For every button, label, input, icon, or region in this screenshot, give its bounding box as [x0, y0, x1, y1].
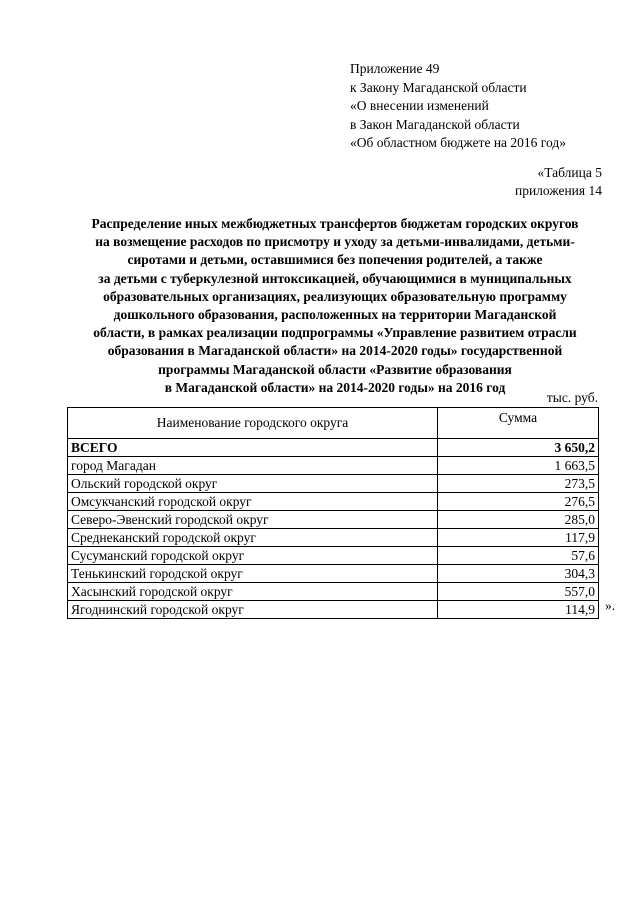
district-sum: 276,5 — [438, 493, 599, 511]
title-line: на возмещение расходов по присмотру и уходу за детьми-инвалидами, детьми- — [95, 234, 575, 250]
title-line: сиротами и детьми, оставшимися без попечения родителей, а также — [127, 252, 543, 268]
title-line: дошкольного образования, расположенных на территории Магаданской — [113, 307, 557, 323]
table-row — [68, 457, 599, 475]
district-sum: 285,0 — [438, 511, 599, 529]
table-row — [68, 583, 599, 601]
district-sum: 57,6 — [438, 547, 599, 565]
table-row — [68, 475, 599, 493]
district-sum: 114,9 — [438, 601, 599, 619]
district-sum: 1 663,5 — [438, 457, 599, 475]
district-name: Омсукчанский городской округ — [68, 493, 438, 511]
district-name: Сусуманский городской округ — [68, 547, 438, 565]
district-name: Хасынский городской округ — [68, 583, 438, 601]
appendix-line: «О внесении изменений — [350, 98, 489, 113]
header-name: Наименование городского округа — [68, 408, 438, 439]
appendix-line: Приложение 49 — [350, 61, 440, 76]
table-reference-line: приложения 14 — [514, 183, 602, 198]
appendix-header — [350, 60, 566, 153]
district-name: Северо-Эвенский городской округ — [68, 511, 438, 529]
title-line: образования в Магаданской области» на 2014-2020 годы» государственной — [107, 343, 563, 359]
appendix-line: «Об областном бюджете на 2016 год» — [350, 135, 566, 150]
header-sum: Сумма — [438, 408, 599, 439]
title-line: Распределение иных межбюджетных трансфертов бюджетам городских округов — [91, 216, 579, 231]
appendix-line: в Закон Магаданской области — [350, 116, 520, 132]
title-line: в Магаданской области» на 2014-2020 годы» на 2016 год — [164, 379, 506, 395]
title-line: за детьми с туберкулезной интоксикацией, обучающимися в муниципальных — [98, 270, 572, 286]
table-row — [68, 511, 599, 529]
district-name: Тенькинский городской округ — [68, 565, 438, 583]
district-sum: 557,0 — [438, 583, 599, 601]
district-sum: 304,3 — [438, 565, 599, 583]
table-row — [68, 547, 599, 565]
district-sum: 273,5 — [438, 475, 599, 493]
district-name: Ольский городской округ — [68, 475, 438, 493]
district-name: Ягоднинский городской округ — [68, 601, 438, 619]
unit-label: тыс. руб. — [546, 390, 598, 405]
table-row — [68, 493, 599, 511]
total-label: ВСЕГО — [68, 439, 438, 457]
title-line: программы Магаданской области «Развитие образования — [158, 361, 512, 377]
district-name: Среднеканский городской округ — [68, 529, 438, 547]
document-title — [50, 215, 620, 397]
table-reference-line: «Таблица 5 — [537, 165, 602, 180]
table-row — [68, 565, 599, 583]
table-row — [68, 529, 599, 547]
total-sum: 3 650,2 — [438, 439, 599, 457]
transfers-table — [67, 407, 599, 619]
closing-quote-mark: ». — [605, 598, 616, 613]
table-header-row — [68, 408, 599, 439]
district-name: город Магадан — [68, 457, 438, 475]
title-line: области, в рамках реализации подпрограммы «Управление развитием отрасли — [93, 325, 577, 341]
district-sum: 117,9 — [438, 529, 599, 547]
table-reference — [515, 164, 602, 200]
appendix-line: к Закону Магаданской области — [350, 79, 527, 95]
table-row — [68, 601, 599, 619]
title-line: образовательных организациях, реализующих образовательную программу — [103, 288, 567, 304]
total-row — [68, 439, 599, 457]
